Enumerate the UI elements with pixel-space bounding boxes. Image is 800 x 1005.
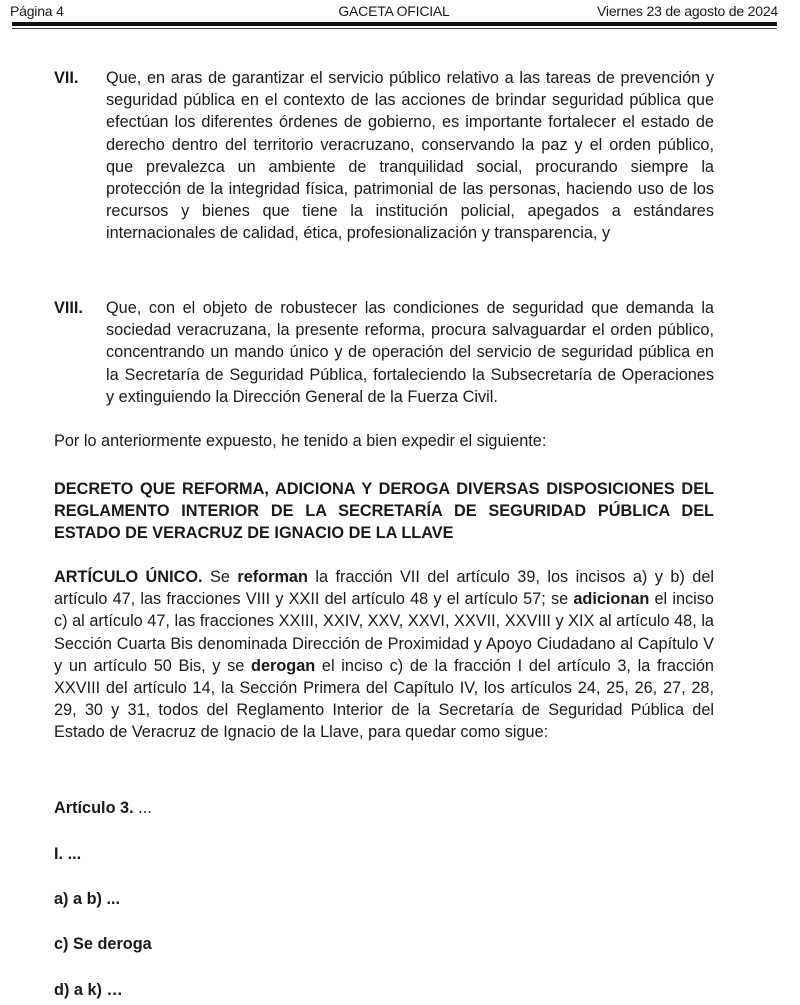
fraction-text: Que, en aras de garantizar el servicio público relativo a las tareas de prevención y seguridad pública en el contexto de las acciones de brindar seguridad pública que efectúan los diferentes órdenes de gobierno, es importante fortalecer el estado de derecho dentro del territorio veracruzano, conservando la paz y el orden público, que prevalezca un ambiente de tranquilidad social, procurando siempre la protección de la integridad física, patrimonial de las personas, haciendo uso de los recursos y bienes que tiene la institución policial, apegados a estándares internacionales de calidad, ética, profesionalización y transparencia, y — [106, 69, 714, 243]
keyword-derogan: derogan — [251, 656, 316, 675]
inciso-a-b: a) a b) ... — [54, 890, 121, 908]
inciso-d-k: d) a k) … — [54, 981, 123, 999]
articulo-3-heading — [54, 797, 152, 819]
articulo-unico-heading: ARTÍCULO ÚNICO. — [54, 568, 203, 586]
decree-title: DECRETO QUE REFORMA, ADICIONA Y DEROGA DIVERSAS DISPOSICIONES DEL REGLAMENTO INTERIOR DE LA SECRETARÍA DE SEGURIDAD PÚBLICA DEL ESTADO DE VERACRUZ DE IGNACIO DE LA LLAVE — [54, 480, 714, 543]
header-rule-thick — [12, 22, 777, 26]
page-number: Página 4 — [10, 3, 64, 19]
intro-paragraph: Por lo anteriormente expuesto, he tenido a bien expedir el siguiente: — [54, 432, 547, 450]
keyword-reforman: reforman — [237, 568, 308, 586]
fraction-numeral: VII. — [54, 69, 79, 87]
inciso-c: c) Se deroga — [54, 935, 152, 953]
publication-title: GACETA OFICIAL — [338, 3, 450, 19]
text-run: la fracción VII del artículo 39, los incisos a) y b) del artículo 47, las fracciones VIII y XXII del artículo 48 y el artículo 57; se — [54, 568, 714, 609]
keyword-adicionan: adicionan — [573, 590, 650, 609]
header-rule-thin — [12, 28, 777, 29]
fraction-vii — [54, 67, 714, 245]
articulo-unico-paragraph — [54, 566, 714, 744]
fraction-viii — [54, 297, 714, 408]
articulo-3-label: Artículo 3. — [54, 799, 134, 817]
fraccion-i: I. ... — [54, 845, 82, 863]
text-run: el inciso c) al artículo 47, las fracciones XXIII, XXIV, XXV, XXVI, XXVII, XXVIII y XIX al artículo 48, la Sección Cuarta Bis denominada Dirección de Proximidad y Apoyo Ciudadano al Capítulo V y un artículo 50 Bis, y se — [54, 590, 714, 675]
text-run: el inciso c) de la fracción I del artículo 3, la fracción XXVIII del artículo 14, la Sección Primera del Capítulo IV, los artículos 24, 25, 26, 27, 28, 29, 30 y 31, todos del Reglamento Interior de la Secretaría de Seguridad Pública del Estado de Veracruz de Ignacio de la Llave, para quedar como sigue: — [54, 656, 714, 742]
ellipsis: ... — [133, 799, 152, 817]
fraction-text: Que, con el objeto de robustecer las condiciones de seguridad que demanda la sociedad veracruzana, la presente reforma, procura salvaguardar el orden público, concentrando un mando único y de operación del servicio de seguridad pública en la Secretaría de Seguridad Pública, fortaleciendo la Subsecretaría de Operaciones y extinguiendo la Dirección General de la Fuerza Civil. — [106, 299, 714, 406]
page-header — [10, 2, 778, 20]
publication-date: Viernes 23 de agosto de 2024 — [597, 3, 778, 19]
text-run: Se — [202, 568, 238, 586]
fraction-numeral: VIII. — [54, 299, 83, 317]
